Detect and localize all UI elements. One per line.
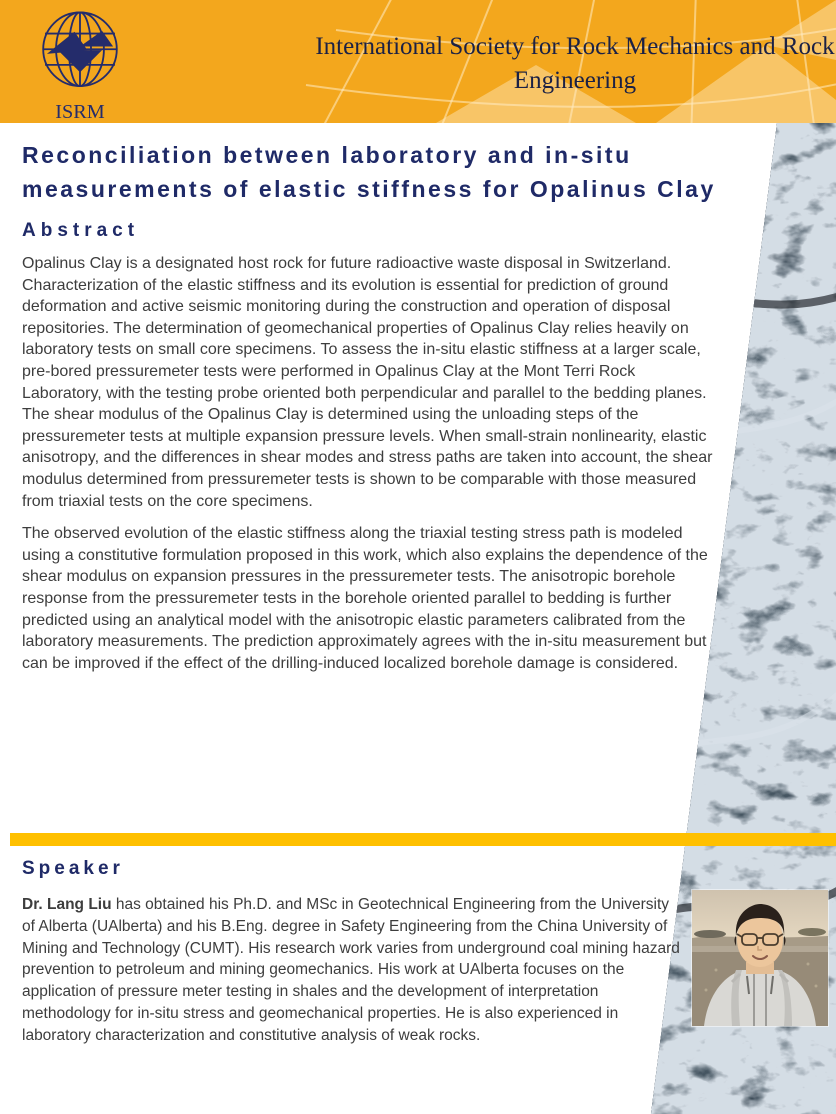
isrm-logo-text: ISRM xyxy=(55,101,105,122)
header-banner xyxy=(0,0,836,123)
abstract-paragraph-2: The observed evolution of the elastic stiffness along the triaxial testing stress path is modeled using a constitutive formulation proposed in this work, which also explains the dependence of the shear modulus on expansion pressures in the pressuremeter tests. The anisotropic borehole response from the pressuremeter tests in the borehole oriented parallel to bedding is further predicted using an analytical model with the anisotropic elastic parameters calibrated from the laboratory measurements. The prediction approximately agrees with the in-situ measurement but can be improved if the effect of the drilling-induced localized borehole damage is considered. xyxy=(22,525,708,672)
speaker-heading: Speaker xyxy=(22,858,124,879)
page-title: Reconciliation between laboratory and in-situ measurements of elastic stiffness for Opalinus Clay xyxy=(22,142,716,202)
abstract-heading: Abstract xyxy=(22,220,140,241)
speaker-photo xyxy=(692,890,828,1026)
isrm-logo xyxy=(34,6,126,122)
organization-name: International Society for Rock Mechanics and Rock Engineering xyxy=(315,33,835,94)
speaker-section xyxy=(22,858,722,1047)
abstract-paragraph-1: Opalinus Clay is a designated host rock for future radioactive waste disposal in Switzerland. Characterization of the elastic stiffness and its evolution is essential for prediction of ground deformation and active seismic monitoring during the construction and operation of disposal repositories. The determination of geomechanical properties of Opalinus Clay relies heavily on laboratory tests on small core specimens. To assess the in-situ elastic stiffness at a larger scale, pre-bored pressuremeter tests were performed in Opalinus Clay at the Mont Terri Rock Laboratory, with the testing probe oriented both perpendicular and parallel to the bedding planes. The shear modulus of the Opalinus Clay is determined using the unloading steps of the pressuremeter tests at multiple expansion pressure levels. When small-strain nonlinearity, elastic anisotropy, and the differences in shear modes and stress paths are taken into account, the shear modulus determined from pressuremeter tests is shown to be comparable with those measured from triaxial tests on the core specimens. xyxy=(22,255,713,510)
main-content xyxy=(22,138,722,674)
yellow-divider-bar xyxy=(10,833,836,846)
abstract-section xyxy=(22,220,722,674)
speaker-bio-text: has obtained his Ph.D. and MSc in Geotechnical Engineering from the University of Alberta (UAlberta) and his B.Eng. degree in Safety Engineering from the China University of Mining and Technology (CUMT). His research work varies from underground coal mining hazard prevention to petroleum and mining geomechanics. His work at UAlberta focuses on the application of pressure meter testing in shales and the development of interpretation methodology for in-situ stress and geomechanical properties. He is also experienced in laboratory characterization and constitutive analysis of weak rocks. xyxy=(22,896,680,1044)
speaker-bio xyxy=(22,894,685,1047)
speaker-name: Dr. Lang Liu xyxy=(22,896,112,913)
